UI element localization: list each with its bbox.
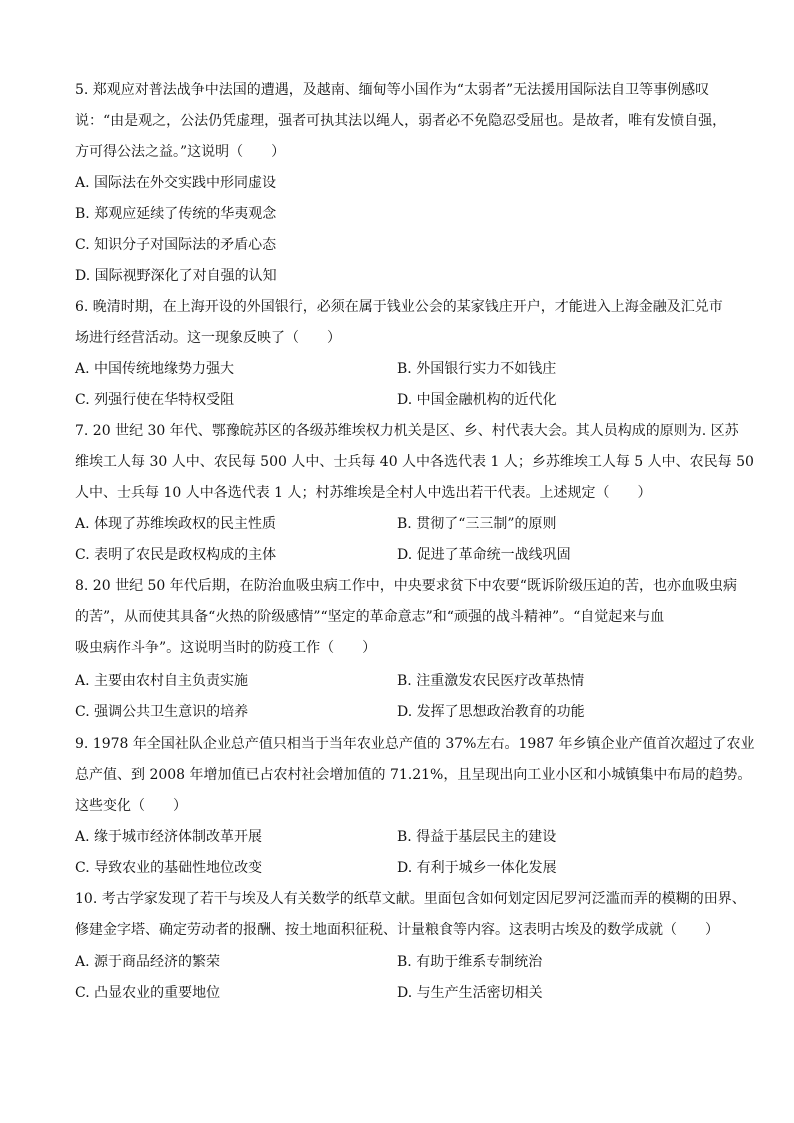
question-5-option-c[interactable]: C. 知识分子对国际法的矛盾心态: [75, 237, 277, 253]
question-5-option-d[interactable]: D. 国际视野深化了对自强的认知: [75, 268, 277, 284]
question-6-stem-line-2: 场进行经营活动。这一现象反映了（ ）: [75, 330, 341, 346]
question-5-stem-line-1: 5. 郑观应对普法战争中法国的遭遇，及越南、缅甸等小国作为“太弱者”无法援用国际法自卫等事例感叹: [75, 82, 710, 98]
question-5-stem-line-2: 说：“由是观之，公法仍凭虚理，强者可执其法以绳人，弱者必不免隐忍受屈也。是故者，唯有发愤自强，: [75, 113, 727, 129]
question-7-option-c[interactable]: C. 表明了农民是政权构成的主体: [75, 547, 277, 563]
question-8-stem-line-3: 吸虫病作斗争”。这说明当时的防疫工作（ ）: [75, 640, 377, 656]
question-10-option-c[interactable]: C. 凸显农业的重要地位: [75, 985, 221, 1001]
question-7-option-b[interactable]: B. 贯彻了“三三制”的原则: [397, 516, 557, 532]
question-9-stem-line-1: 9. 1978 年全国社队企业总产值只相当于当年农业总产值的 37%左右。1987 年乡镇企业产值首次超过了农业: [75, 736, 755, 752]
question-7-option-d[interactable]: D. 促进了革命统一战线巩固: [397, 547, 571, 563]
question-8-stem-line-2: 的苦”，从而使其具备“火热的阶级感情”“坚定的革命意志”和“顽强的战斗精神”。“自觉起来与血: [75, 609, 665, 625]
question-9-option-a[interactable]: A. 缘于城市经济体制改革开展: [75, 829, 263, 845]
question-7-stem-line-3: 人中、士兵每 10 人中各选代表 1 人；村苏维埃是全村人中选出若干代表。上述规定（ ）: [75, 485, 652, 501]
question-8-option-c[interactable]: C. 强调公共卫生意识的培养: [75, 704, 249, 720]
question-6-option-c[interactable]: C. 列强行使在华特权受阻: [75, 392, 235, 408]
question-8-option-d[interactable]: D. 发挥了思想政治教育的功能: [397, 704, 585, 720]
question-9-option-b[interactable]: B. 得益于基层民主的建设: [397, 829, 557, 845]
question-9-stem-line-2: 总产值、到 2008 年增加值已占农村社会增加值的 71.21%，且呈现出向工业小区和小城镇集中布局的趋势。: [75, 767, 752, 783]
question-8-option-b[interactable]: B. 注重激发农民医疗改革热情: [397, 673, 585, 689]
question-6-option-a[interactable]: A. 中国传统地缘势力强大: [75, 361, 235, 377]
question-6-option-b[interactable]: B. 外国银行实力不如钱庄: [397, 361, 557, 377]
question-7-stem-line-1: 7. 20 世纪 30 年代、鄂豫皖苏区的各级苏维埃权力机关是区、乡、村代表大会。其人员构成的原则为. 区苏: [75, 423, 739, 439]
question-10-option-b[interactable]: B. 有助于维系专制统治: [397, 954, 543, 970]
question-8-stem-line-1: 8. 20 世纪 50 年代后期，在防治血吸虫病工作中，中央要求贫下中农要“既诉阶级压迫的苦，也亦血吸虫病: [75, 578, 737, 594]
question-6-stem-line-1: 6. 晚清时期，在上海开设的外国银行，必须在属于钱业公会的某家钱庄开户，才能进入上海金融及汇兑市: [75, 299, 723, 315]
question-10-option-a[interactable]: A. 源于商品经济的繁荣: [75, 954, 221, 970]
question-9-stem-line-3: 这些变化（ ）: [75, 798, 187, 814]
question-5-option-a[interactable]: A. 国际法在外交实践中形同虚设: [75, 175, 277, 191]
question-10-stem-line-1: 10. 考古学家发现了若干与埃及人有关数学的纸草文献。里面包含如何划定因尼罗河泛滥而弄的模糊的田界、: [75, 891, 746, 907]
question-6-option-d[interactable]: D. 中国金融机构的近代化: [397, 392, 557, 408]
question-9-option-c[interactable]: C. 导致农业的基础性地位改变: [75, 860, 263, 876]
question-5-stem-line-3: 方可得公法之益。”这说明（ ）: [75, 144, 286, 160]
question-7-stem-line-2: 维埃工人每 30 人中、农民每 500 人中、士兵每 40 人中各选代表 1 人；乡苏维埃工人每 5 人中、农民每 50: [75, 454, 754, 470]
question-9-option-d[interactable]: D. 有利于城乡一体化发展: [397, 860, 557, 876]
question-10-stem-line-2: 修建金字塔、确定劳动者的报酬、按土地面积征税、计量粮食等内容。这表明古埃及的数学成就（ ）: [75, 922, 719, 938]
question-10-option-d[interactable]: D. 与生产生活密切相关: [397, 985, 543, 1001]
question-7-option-a[interactable]: A. 体现了苏维埃政权的民主性质: [75, 516, 277, 532]
question-8-option-a[interactable]: A. 主要由农村自主负责实施: [75, 673, 249, 689]
question-5-option-b[interactable]: B. 郑观应延续了传统的华夷观念: [75, 206, 277, 222]
